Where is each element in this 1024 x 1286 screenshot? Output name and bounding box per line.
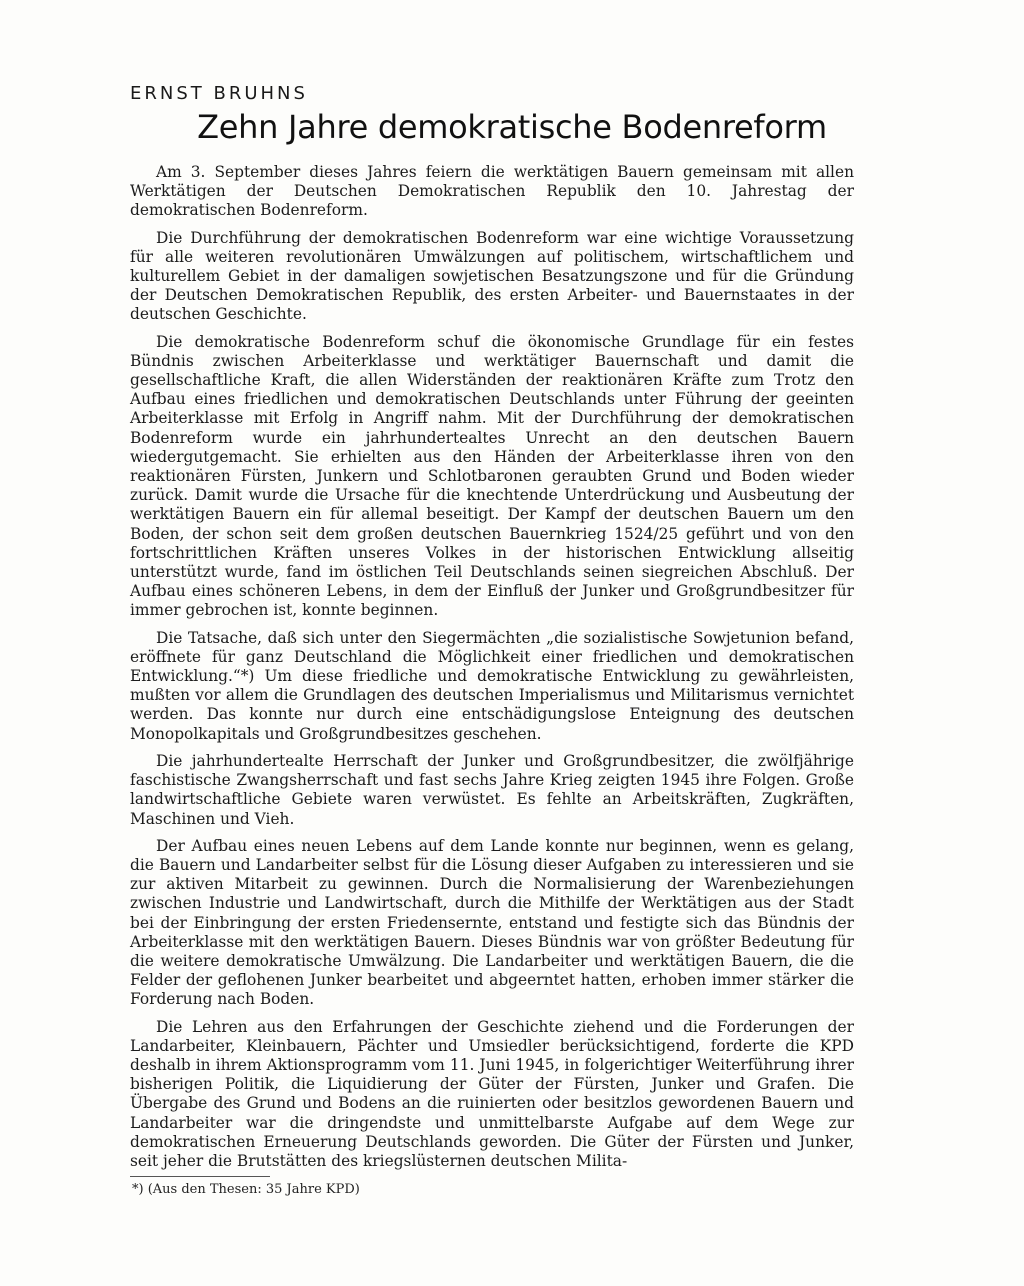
paragraph: Der Aufbau eines neuen Lebens auf dem Lande konnte nur beginnen, wenn es gelang, die Bauern und Landarbeiter selbst für die Lösung dieser Aufgaben zu interessieren und sie zur aktiven Mitarbeit zu gewinnen. Durch die Normalisierung der Warenbeziehungen zwischen Industrie und Landwirtschaft, durch die Mithilfe der Werktätigen aus der Stadt bei der Einbringung der ersten Friedensernte, entstand und festigte sich das Bündnis der Arbeiterklasse mit den werktätigen Bauern. Dieses Bündnis war von größter Bedeutung für die weitere demokratische Umwälzung. Die Landarbeiter und werktätigen Bauern, die die Felder der geflohenen Junker bearbeitet und abgeerntet hatten, erhoben immer stärker die Forderung nach Boden.	[130, 836, 854, 1009]
paragraph: Die jahrhundertealte Herrschaft der Junker und Großgrundbesitzer, die zwölfjährige faschistische Zwangsherrschaft und fast sechs Jahre Krieg zeigten 1945 ihre Folgen. Große landwirtschaftliche Gebiete waren verwüstet. Es fehlte an Arbeitskräften, Zugkräften, Maschinen und Vieh.	[130, 751, 854, 828]
footnote-divider	[130, 1176, 270, 1177]
paragraph: Die demokratische Bodenreform schuf die ökonomische Grundlage für ein festes Bündnis zwischen Arbeiterklasse und werktätiger Bauernschaft und damit die gesellschaftliche Kraft, die allen Widerständen der reaktionären Kräfte zum Trotz den Aufbau eines friedlichen und demokratischen Deutschlands unter Führung der geeinten Arbeiterklasse mit Erfolg in Angriff nahm. Mit der Durchführung der demokratischen Bodenreform wurde ein jahrhundertealtes Unrecht an den deutschen Bauern wiedergutgemacht. Sie erhielten aus den Händen der Arbeiterklasse ihren von den reaktionären Fürsten, Junkern und Schlotbaronen geraubten Grund und Boden wieder zurück. Damit wurde die Ursache für die knechtende Unterdrückung und Ausbeutung der werktätigen Bauern ein für allemal beseitigt. Der Kampf der deutschen Bauern um den Boden, der schon seit dem großen deutschen Bauernkrieg 1524/25 geführt und von den fortschrittlichen Kräften unseres Volkes in der historischen Entwicklung allseitig unterstützt wurde, fand im östlichen Teil Deutschlands seinen siegreichen Abschluß. Der Aufbau eines schöneren Lebens, in dem der Einfluß der Junker und Großgrundbesitzer für immer gebrochen ist, konnte beginnen.	[130, 332, 854, 620]
paragraph: Die Tatsache, daß sich unter den Siegermächten „die sozialistische Sowjetunion befand, eröffnete für ganz Deutschland die Möglichkeit einer friedlichen und demokratischen Entwicklung.“*) Um diese friedliche und demokratische Entwicklung zu gewährleisten, mußten vor allem die Grundlagen des deutschen Imperialismus und Militarismus vernichtet werden. Das konnte nur durch eine entschädigungslose Enteignung des deutschen Monopolkapitals und Großgrundbesitzes geschehen.	[130, 628, 854, 743]
paragraph: Am 3. September dieses Jahres feiern die werktätigen Bauern gemeinsam mit allen Werktätigen der Deutschen Demokratischen Republik den 10. Jahrestag der demokratischen Bodenreform.	[130, 163, 854, 220]
article-body	[130, 163, 854, 1179]
article-title: Zehn Jahre demokratische Bodenreform	[197, 108, 827, 146]
paragraph: Die Lehren aus den Erfahrungen der Geschichte ziehend und die Forderungen der Landarbeiter, Kleinbauern, Pächter und Umsiedler berücksichtigend, forderte die KPD deshalb in ihrem Aktionsprogramm vom 11. Juni 1945, in folgerichtiger Weiterführung ihrer bisherigen Politik, die Liquidierung der Güter der Fürsten, Junker und Grafen. Die Übergabe des Grund und Bodens an die ruinierten oder besitzlos gewordenen Bauern und Landarbeiter war die dringendste und unmittelbarste Aufgabe auf dem Wege zur demokratischen Erneuerung Deutschlands geworden. Die Güter der Fürsten und Junker, seit jeher die Brutstätten des kriegslüsternen deutschen Milita-	[130, 1017, 854, 1170]
paragraph: Die Durchführung der demokratischen Bodenreform war eine wichtige Voraussetzung für alle weiteren revolutionären Umwälzungen auf politischem, wirtschaftlichem und kulturellem Gebiet in der damaligen sowjetischen Besatzungszone und für die Gründung der Deutschen Demokratischen Republik, des ersten Arbeiter- und Bauernstaates in der deutschen Geschichte.	[130, 228, 854, 324]
footnote: *) (Aus den Thesen: 35 Jahre KPD)	[132, 1182, 360, 1197]
author-name: ERNST BRUHNS	[130, 83, 308, 104]
